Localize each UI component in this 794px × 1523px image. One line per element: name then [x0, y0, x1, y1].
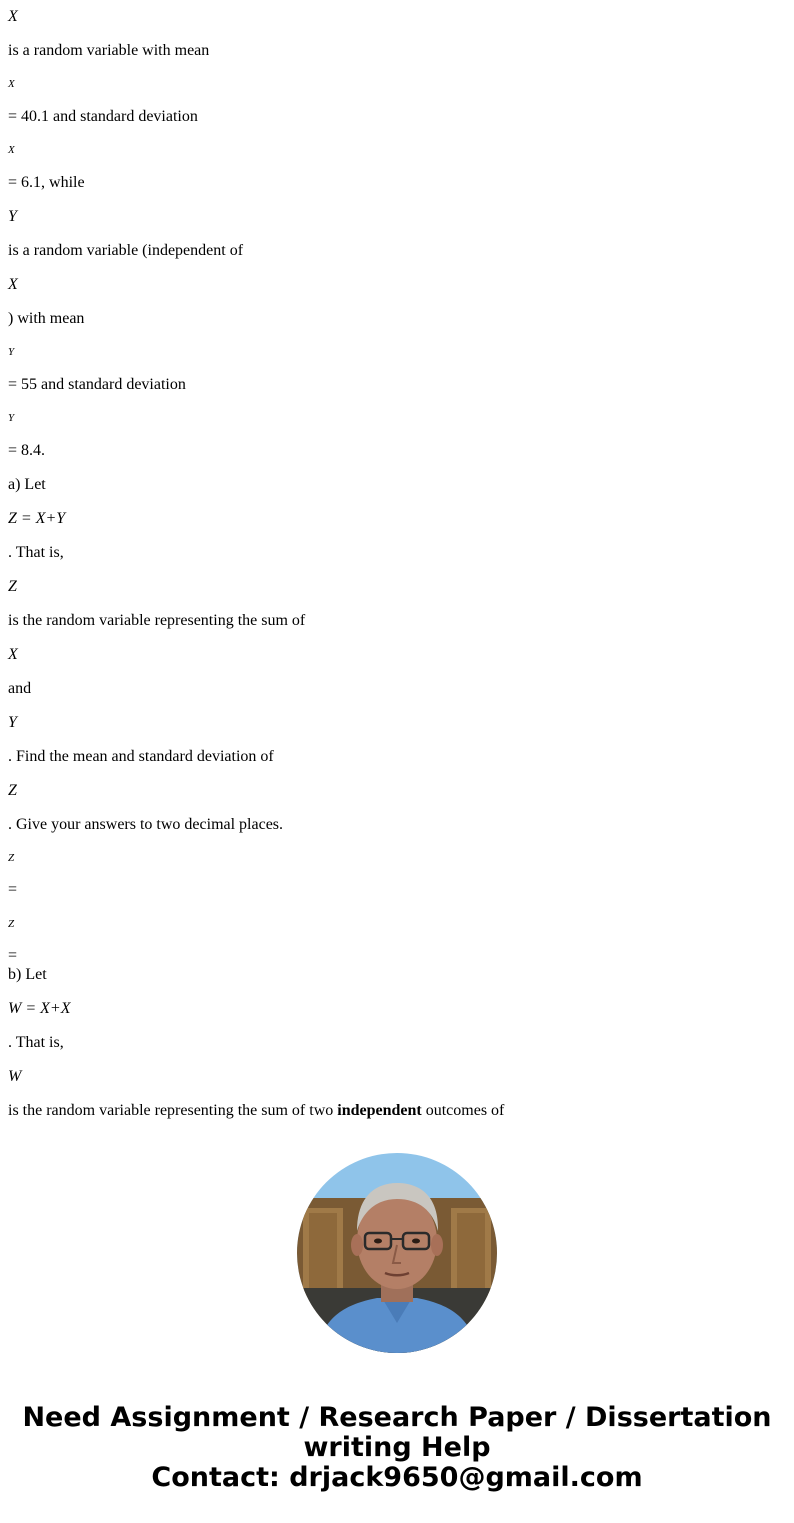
question-text: = 55 and standard deviation: [8, 376, 186, 393]
subscript-x: X: [8, 78, 15, 90]
var-x-label: X: [8, 646, 18, 663]
question-text: . That is,: [8, 1034, 64, 1051]
question-text: = 40.1 and standard deviation: [8, 108, 198, 125]
subscript-z: Z: [8, 918, 15, 930]
avatar-portrait: [297, 1153, 497, 1353]
part-b-heading: b) Let: [8, 966, 47, 983]
question-text: = 8.4.: [8, 442, 46, 459]
var-x-label: X: [8, 276, 18, 293]
question-text: = 6.1, while: [8, 174, 85, 191]
var-y-label: Y: [8, 208, 17, 225]
emphasis-independent: independent: [337, 1102, 422, 1119]
question-text: is a random variable (independent of: [8, 242, 244, 259]
equation-w: W = X+X: [8, 1000, 71, 1017]
banner-line-1: Need Assignment / Research Paper / Dissertation: [22, 1402, 772, 1433]
var-y-label: Y: [8, 714, 17, 731]
question-text: . Find the mean and standard deviation of: [8, 748, 274, 765]
answer-mean-equals: =: [8, 881, 18, 898]
subscript-z: Z: [8, 852, 15, 864]
banner-line-2: writing Help: [303, 1432, 491, 1463]
equation-z: Z = X+Y: [8, 510, 66, 527]
question-text-part: is the random variable representing the sum of two: [8, 1102, 338, 1119]
question-text-part: outcomes of: [421, 1102, 505, 1119]
question-text: . Give your answers to two decimal places.: [8, 816, 284, 833]
question-text: [8, 1101, 504, 1121]
question-text: and: [8, 680, 32, 697]
part-a-heading: a) Let: [8, 476, 46, 493]
banner-contact-email: Contact: drjack9650@gmail.com: [151, 1462, 643, 1493]
question-text: is a random variable with mean: [8, 42, 210, 59]
subscript-y: Y: [8, 346, 15, 358]
answer-sd-equals: =: [8, 947, 18, 964]
var-w-label: W: [8, 1068, 22, 1085]
subscript-x: X: [8, 144, 15, 156]
var-z-label: Z: [8, 578, 17, 595]
var-x-label: X: [8, 8, 18, 25]
contact-banner: [0, 1403, 794, 1493]
author-avatar: [297, 1153, 497, 1353]
question-text: ) with mean: [8, 310, 85, 327]
var-z-label: Z: [8, 782, 17, 799]
question-text: . That is,: [8, 544, 64, 561]
subscript-y: Y: [8, 412, 15, 424]
question-text: is the random variable representing the sum of: [8, 612, 306, 629]
